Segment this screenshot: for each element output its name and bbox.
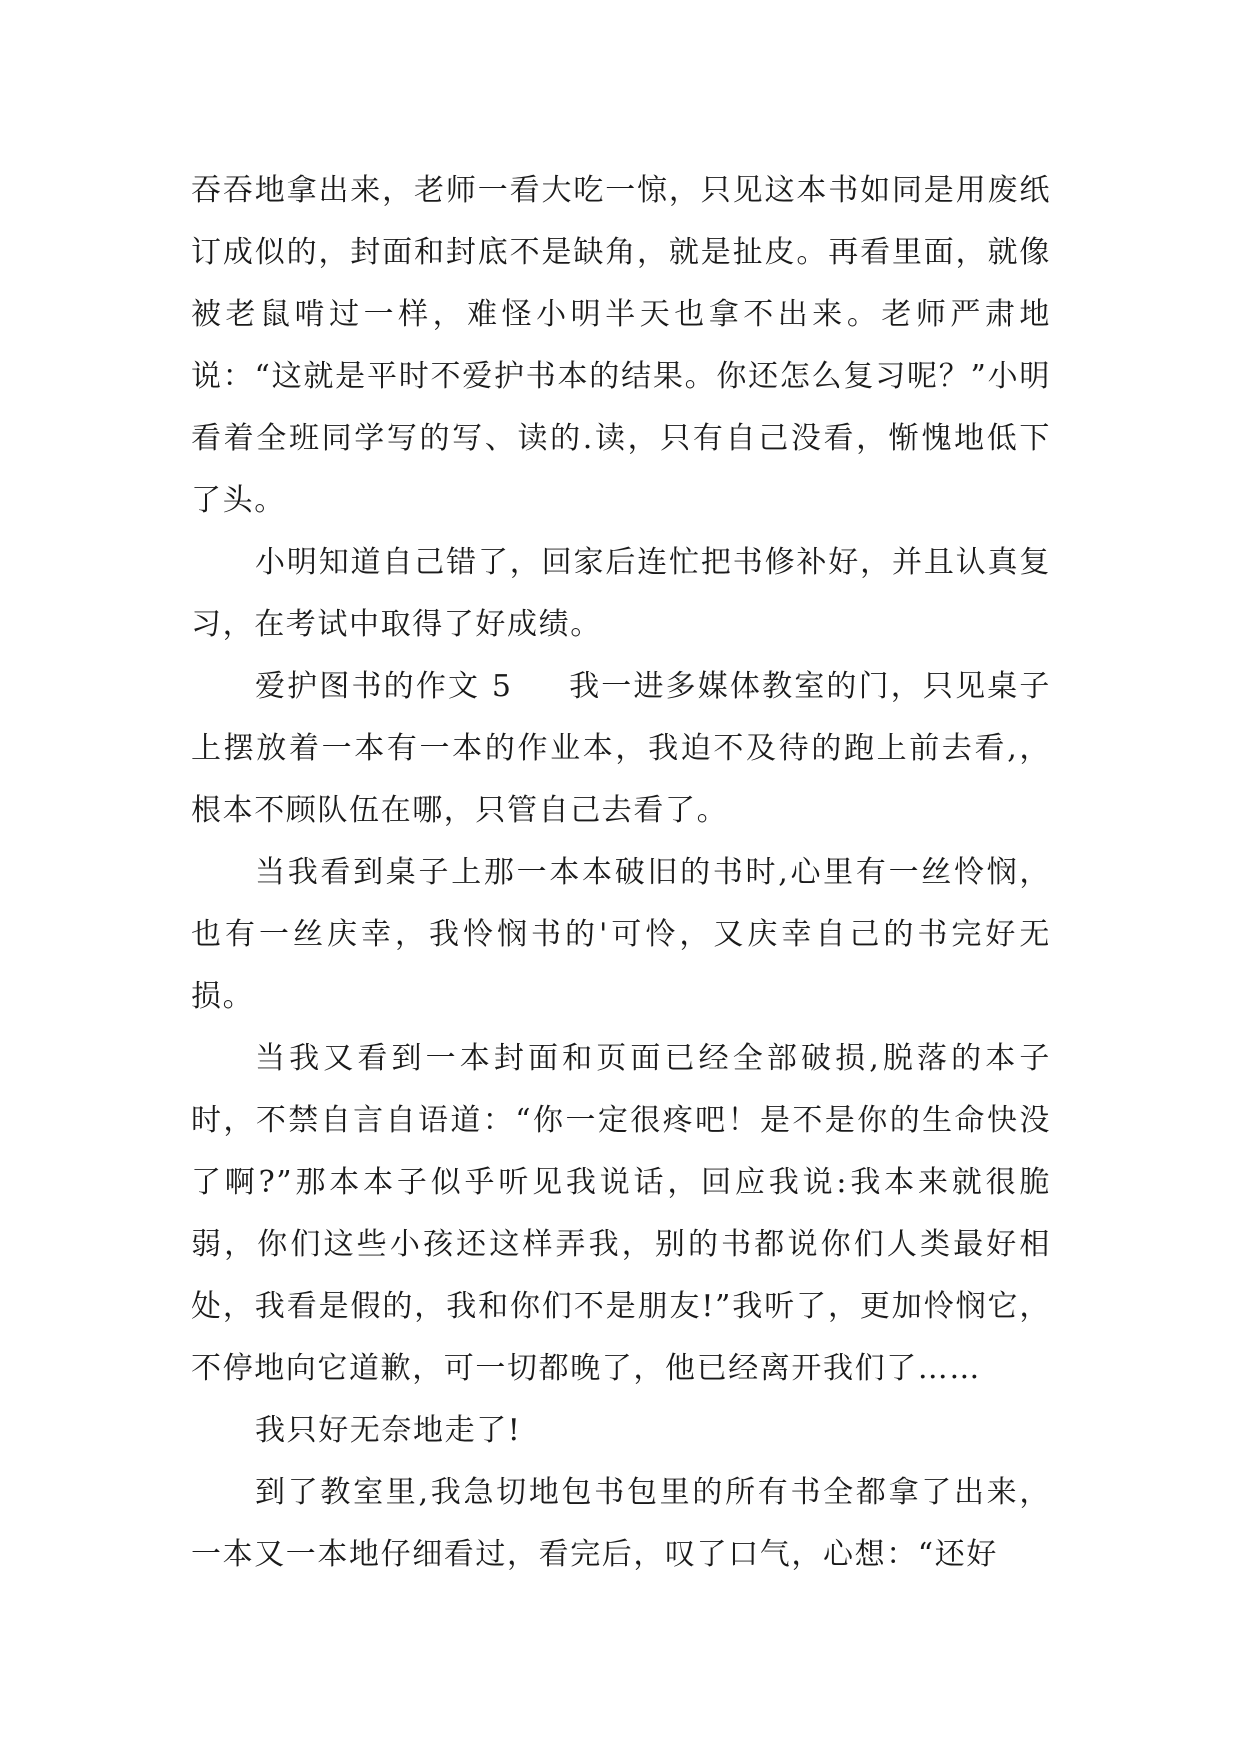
paragraph-text: 我一进多媒体教室的门，只见桌子上摆放着一本有一本的作业本，我迫不及待的跑上前去看,，根本不顾队伍在哪，只管自己去看了。 <box>191 669 1052 828</box>
paragraph: 到了教室里,我急切地包书包里的所有书全都拿了出来，一本又一本地仔细看过，看完后，叹了口气，心想：“还好 <box>191 1475 1051 1572</box>
essay-body <box>191 160 1051 1586</box>
paragraph: 当我看到桌子上那一本本破旧的书时,心里有一丝怜悯，也有一丝庆幸，我怜悯书的'可怜，又庆幸自己的书完好无损。 <box>191 855 1051 1014</box>
paragraph: 当我又看到一本封面和页面已经全部破损,脱落的本子时，不禁自言自语道：“你一定很疼吧！是不是你的生命快没了啊?”那本本子似乎听见我说话，回应我说:我本来就很脆弱，你们这些小孩还这样弄我，别的书都说你们人类最好相处，我看是假的，我和你们不是朋友!”我听了，更加怜悯它，不停地向它道歉，可一切都晚了，他已经离开我们了…… <box>191 1041 1051 1386</box>
paragraph: 小明知道自己错了，回家后连忙把书修补好，并且认真复习，在考试中取得了好成绩。 <box>191 545 1051 642</box>
essay-heading: 爱护图书的作文 5 <box>255 669 513 704</box>
paragraph: 我只好无奈地走了! <box>255 1413 522 1448</box>
paragraph-with-heading <box>191 656 1051 842</box>
paragraph: 吞吞地拿出来，老师一看大吃一惊，只见这本书如同是用废纸订成似的，封面和封底不是缺角，就是扯皮。再看里面，就像被老鼠啃过一样，难怪小明半天也拿不出来。老师严肃地说：“这就是平时不爱护书本的结果。你还怎么复习呢？”小明看着全班同学写的写、读的.读，只有自己没看，惭愧地低下了头。 <box>191 173 1051 518</box>
